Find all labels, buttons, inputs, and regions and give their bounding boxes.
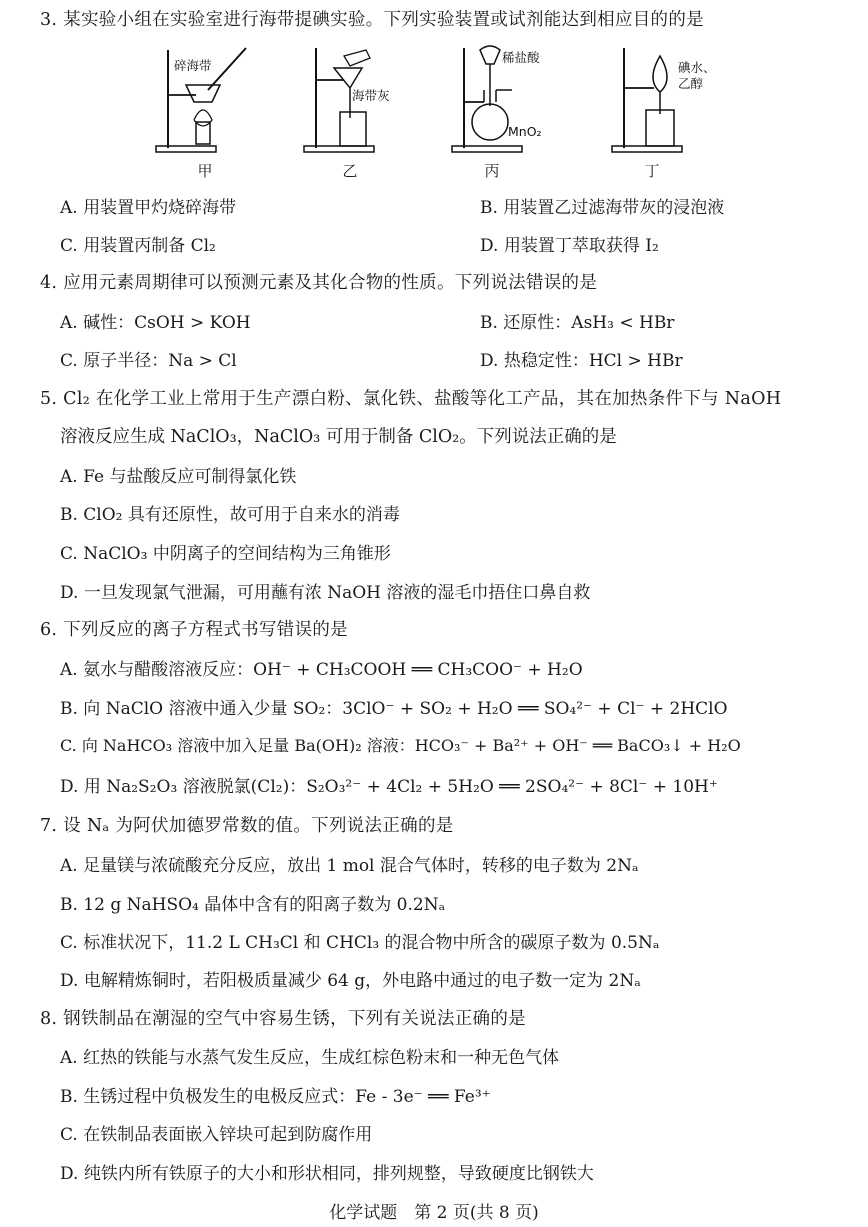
q3-option-a: A. 用装置甲灼烧碎海带 — [60, 198, 237, 218]
q7-option-b: B. 12 g NaHSO₄ 晶体中含有的阳离子数为 0.2Nₐ — [60, 895, 446, 915]
filtration-diagram — [300, 40, 410, 160]
q3-option-d: D. 用装置丁萃取获得 I₂ — [480, 236, 659, 256]
chlorine-generation-diagram — [450, 40, 570, 160]
apparatus-bing — [450, 40, 570, 180]
q6-option-b: B. 向 NaClO 溶液中通入少量 SO₂：3ClO⁻ + SO₂ + H₂O ══ SO₄²⁻ + Cl⁻ + 2HClO — [60, 699, 728, 719]
apparatus-ding — [610, 40, 730, 180]
q6-option-a: A. 氨水与醋酸溶液反应：OH⁻ + CH₃COOH ══ CH₃COO⁻ + H₂O — [60, 660, 583, 680]
q5-stem-line1: 5. Cl₂ 在化学工业上常用于生产漂白粉、氯化铁、盐酸等化工产品，其在加热条件下与 NaOH — [40, 389, 782, 409]
label-mno2: MnO₂ — [508, 124, 542, 139]
apparatus-yi — [300, 40, 410, 180]
q4-option-a: A. 碱性：CsOH > KOH — [60, 313, 251, 333]
q6-option-c: C. 向 NaHCO₃ 溶液中加入足量 Ba(OH)₂ 溶液：HCO₃⁻ + Ba²⁺ + OH⁻ ══ BaCO₃↓ + H₂O — [60, 736, 741, 755]
label-haidaihui: 海带灰 — [352, 88, 390, 103]
q4-option-d: D. 热稳定性：HCl > HBr — [480, 351, 683, 371]
label-suihaidai: 碎海带 — [174, 58, 212, 73]
q5-option-d: D. 一旦发现氯气泄漏，可用蘸有浓 NaOH 溶液的湿毛巾捂住口鼻自救 — [60, 583, 591, 603]
label-xiyansuan: 稀盐酸 — [502, 50, 540, 65]
q3-option-b: B. 用装置乙过滤海带灰的浸泡液 — [480, 198, 725, 218]
q5-option-b: B. ClO₂ 具有还原性，故可用于自来水的消毒 — [60, 505, 400, 525]
q8-option-b: B. 生锈过程中负极发生的电极反应式：Fe - 3e⁻ ══ Fe³⁺ — [60, 1087, 491, 1107]
label-dianshui: 碘水、 — [678, 60, 716, 75]
q3-option-c: C. 用装置丙制备 Cl₂ — [60, 236, 216, 256]
q8-stem: 8. 钢铁制品在潮湿的空气中容易生锈，下列有关说法正确的是 — [40, 1009, 526, 1029]
q5-stem-line2: 溶液反应生成 NaClO₃，NaClO₃ 可用于制备 ClO₂。下列说法正确的是 — [60, 427, 617, 447]
q3-stem: 3. 某实验小组在实验室进行海带提碘实验。下列实验装置或试剂能达到相应目的的是 — [40, 10, 704, 30]
q4-option-b: B. 还原性：AsH₃ < HBr — [480, 313, 675, 333]
caption-ding: 丁 — [644, 162, 660, 180]
extraction-diagram — [610, 40, 730, 160]
caption-bing: 丙 — [484, 162, 500, 180]
q8-option-c: C. 在铁制品表面嵌入锌块可起到防腐作用 — [60, 1125, 373, 1145]
q7-option-c: C. 标准状况下，11.2 L CH₃Cl 和 CHCl₃ 的混合物中所含的碳原子数为 0.5Nₐ — [60, 933, 660, 953]
q5-option-c: C. NaClO₃ 中阴离子的空间结构为三角锥形 — [60, 544, 391, 564]
caption-yi: 乙 — [342, 162, 358, 180]
q8-option-d: D. 纯铁内所有铁原子的大小和形状相同，排列规整，导致硬度比钢铁大 — [60, 1164, 594, 1184]
q6-option-d: D. 用 Na₂S₂O₃ 溶液脱氯(Cl₂)：S₂O₃²⁻ + 4Cl₂ + 5H₂O ══ 2SO₄²⁻ + 8Cl⁻ + 10H⁺ — [60, 777, 718, 797]
q4-option-c: C. 原子半径：Na > Cl — [60, 351, 237, 371]
q5-option-a: A. Fe 与盐酸反应可制得氯化铁 — [60, 467, 297, 487]
caption-jia: 甲 — [197, 162, 213, 180]
q8-option-a: A. 红热的铁能与水蒸气发生反应，生成红棕色粉末和一种无色气体 — [60, 1048, 560, 1068]
page-footer: 化学试题 第 2 页(共 8 页) — [329, 1203, 539, 1223]
q4-stem: 4. 应用元素周期律可以预测元素及其化合物的性质。下列说法错误的是 — [40, 273, 598, 293]
q6-stem: 6. 下列反应的离子方程式书写错误的是 — [40, 620, 348, 640]
q7-option-a: A. 足量镁与浓硫酸充分反应，放出 1 mol 混合气体时，转移的电子数为 2Nₐ — [60, 856, 639, 876]
crucible-heating-diagram — [150, 40, 260, 160]
q7-stem: 7. 设 Nₐ 为阿伏加德罗常数的值。下列说法正确的是 — [40, 816, 454, 836]
q7-option-d: D. 电解精炼铜时，若阳极质量减少 64 g，外电路中通过的电子数一定为 2Nₐ — [60, 971, 641, 991]
apparatus-jia — [150, 40, 260, 180]
label-yichun: 乙醇 — [678, 76, 704, 91]
